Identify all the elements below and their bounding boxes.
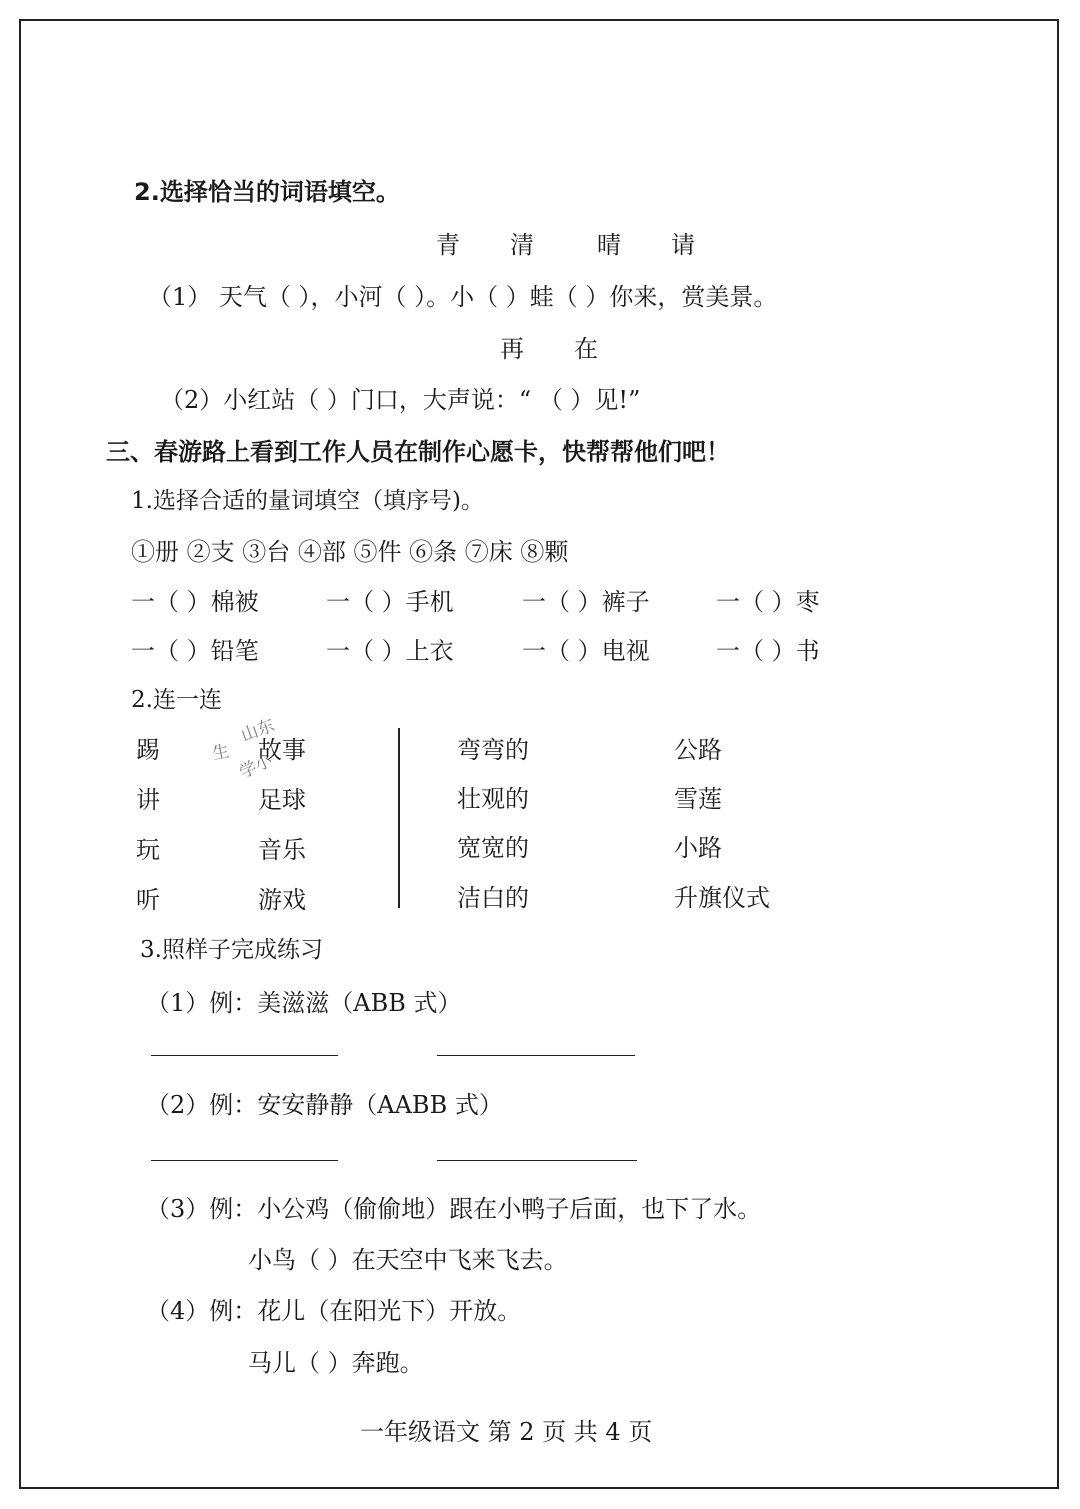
example-4: （4）例：花儿（在阳光下）开放。	[146, 1297, 522, 1325]
word-option: 清	[510, 231, 534, 259]
page-footer: 一年级语文 第 2 页 共 4 页	[360, 1418, 653, 1446]
match-target: 雪莲	[674, 785, 722, 813]
word-option: 在	[574, 335, 598, 363]
example-2: （2）例：安安静静（AABB 式）	[146, 1091, 503, 1119]
example-3: （3）例：小公鸡（偷偷地）跟在小鸭子后面，也下了水。	[146, 1195, 762, 1223]
measure-item: 一（ ）上衣	[326, 637, 454, 665]
measure-word-options: ①册 ②支 ③台 ④部 ⑤件 ⑥条 ⑦床 ⑧颗	[131, 538, 569, 566]
answer-line[interactable]	[151, 1160, 338, 1161]
match-noun: 故事	[258, 736, 306, 764]
answer-line[interactable]	[437, 1160, 637, 1161]
match-adjective: 洁白的	[457, 884, 529, 912]
column-divider	[398, 728, 400, 908]
section-3-title: 三、春游路上看到工作人员在制作心愿卡，快帮帮他们吧！	[106, 438, 730, 466]
match-adjective: 宽宽的	[457, 834, 529, 862]
sentence-2: （2）小红站（ ）门口，大声说：“ （ ）见!”	[160, 386, 641, 414]
match-verb: 踢	[136, 736, 160, 764]
measure-item: 一（ ）电视	[522, 637, 650, 665]
measure-item: 一（ ）枣	[716, 588, 820, 616]
match-verb: 玩	[136, 836, 160, 864]
match-target: 小路	[674, 834, 722, 862]
exercise-4-task: 马儿（ ）奔跑。	[248, 1349, 424, 1377]
match-noun: 音乐	[258, 836, 306, 864]
word-option: 再	[500, 335, 524, 363]
measure-item: 一（ ）铅笔	[131, 637, 259, 665]
match-adjective: 弯弯的	[457, 736, 529, 764]
match-target: 公路	[674, 736, 722, 764]
measure-item: 一（ ）手机	[326, 588, 454, 616]
measure-item: 一（ ）书	[716, 637, 820, 665]
match-adjective: 壮观的	[457, 785, 529, 813]
answer-line[interactable]	[151, 1055, 338, 1056]
question-3-1-title: 1.选择合适的量词填空（填序号)。	[131, 488, 484, 514]
match-verb: 听	[136, 886, 160, 914]
measure-item: 一（ ）裤子	[522, 588, 650, 616]
example-1: （1）例：美滋滋（ABB 式）	[146, 989, 462, 1017]
question-3-3-title: 3.照样子完成练习	[140, 937, 323, 963]
match-noun: 游戏	[258, 886, 306, 914]
word-option: 青	[436, 231, 460, 259]
word-option: 晴	[597, 231, 621, 259]
question-3-2-title: 2.连一连	[131, 687, 222, 713]
match-noun: 足球	[258, 786, 306, 814]
exercise-3-task: 小鸟（ ）在天空中飞来飞去。	[248, 1246, 568, 1274]
match-target: 升旗仪式	[674, 884, 770, 912]
measure-item: 一（ ）棉被	[131, 588, 259, 616]
word-option: 请	[671, 231, 695, 259]
question-2-title: 2.选择恰当的词语填空。	[134, 178, 400, 206]
sentence-1: （1） 天气（ ），小河（ ）。小（ ）蛙（ ）你来，赏美景。	[148, 283, 778, 311]
answer-line[interactable]	[437, 1055, 635, 1056]
match-verb: 讲	[136, 786, 160, 814]
